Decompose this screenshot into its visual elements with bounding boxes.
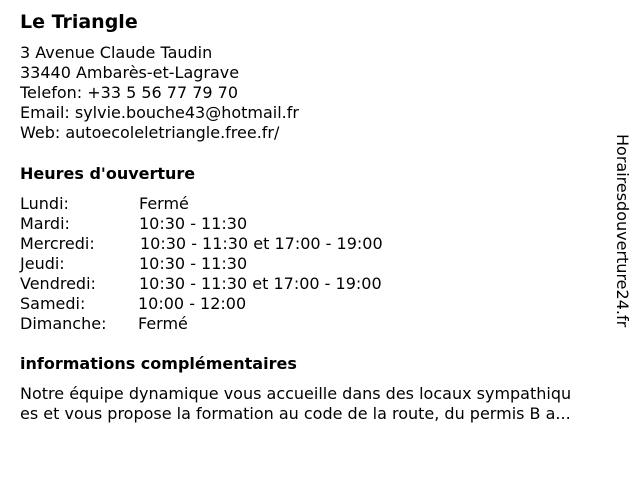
website-link[interactable]: Web: autoecoleletriangle.free.fr/ bbox=[20, 123, 280, 142]
time-value: 10:30 - 11:30 bbox=[139, 214, 248, 233]
description-text bbox=[20, 384, 625, 424]
time-value: 10:00 - 12:00 bbox=[138, 294, 247, 313]
day-label: Samedi: bbox=[20, 294, 86, 313]
time-value: 10:30 - 11:30 et 17:00 - 19:00 bbox=[140, 234, 383, 253]
day-label: Vendredi: bbox=[20, 274, 96, 293]
time-value: Fermé bbox=[139, 194, 189, 213]
time-value: 10:30 - 11:30 et 17:00 - 19:00 bbox=[139, 274, 382, 293]
hours-heading: Heures d'ouverture bbox=[20, 164, 196, 183]
description-line: es et vous propose la formation au code de la route, du permis B a... bbox=[20, 404, 571, 423]
time-value: 10:30 - 11:30 bbox=[139, 254, 248, 273]
time-value: Fermé bbox=[138, 314, 188, 333]
email-address[interactable]: Email: sylvie.bouche43@hotmail.fr bbox=[20, 103, 299, 122]
day-label: Mercredi: bbox=[20, 234, 95, 253]
day-label: Lundi: bbox=[20, 194, 69, 213]
info-heading: informations complémentaires bbox=[20, 354, 297, 373]
contact-block bbox=[20, 43, 299, 143]
phone-number[interactable]: Telefon: +33 5 56 77 79 70 bbox=[20, 83, 239, 102]
description-line: Notre équipe dynamique vous accueille dans des locaux sympathiqu bbox=[20, 384, 572, 403]
day-label: Jeudi: bbox=[20, 254, 65, 273]
day-label: Mardi: bbox=[20, 214, 70, 233]
street-address: 3 Avenue Claude Taudin bbox=[20, 43, 213, 62]
day-label: Dimanche: bbox=[20, 314, 107, 333]
city-address: 33440 Ambarès-et-Lagrave bbox=[20, 63, 240, 82]
business-name: Le Triangle bbox=[20, 11, 138, 33]
site-watermark: Horairesdouverture24.fr bbox=[613, 134, 632, 328]
